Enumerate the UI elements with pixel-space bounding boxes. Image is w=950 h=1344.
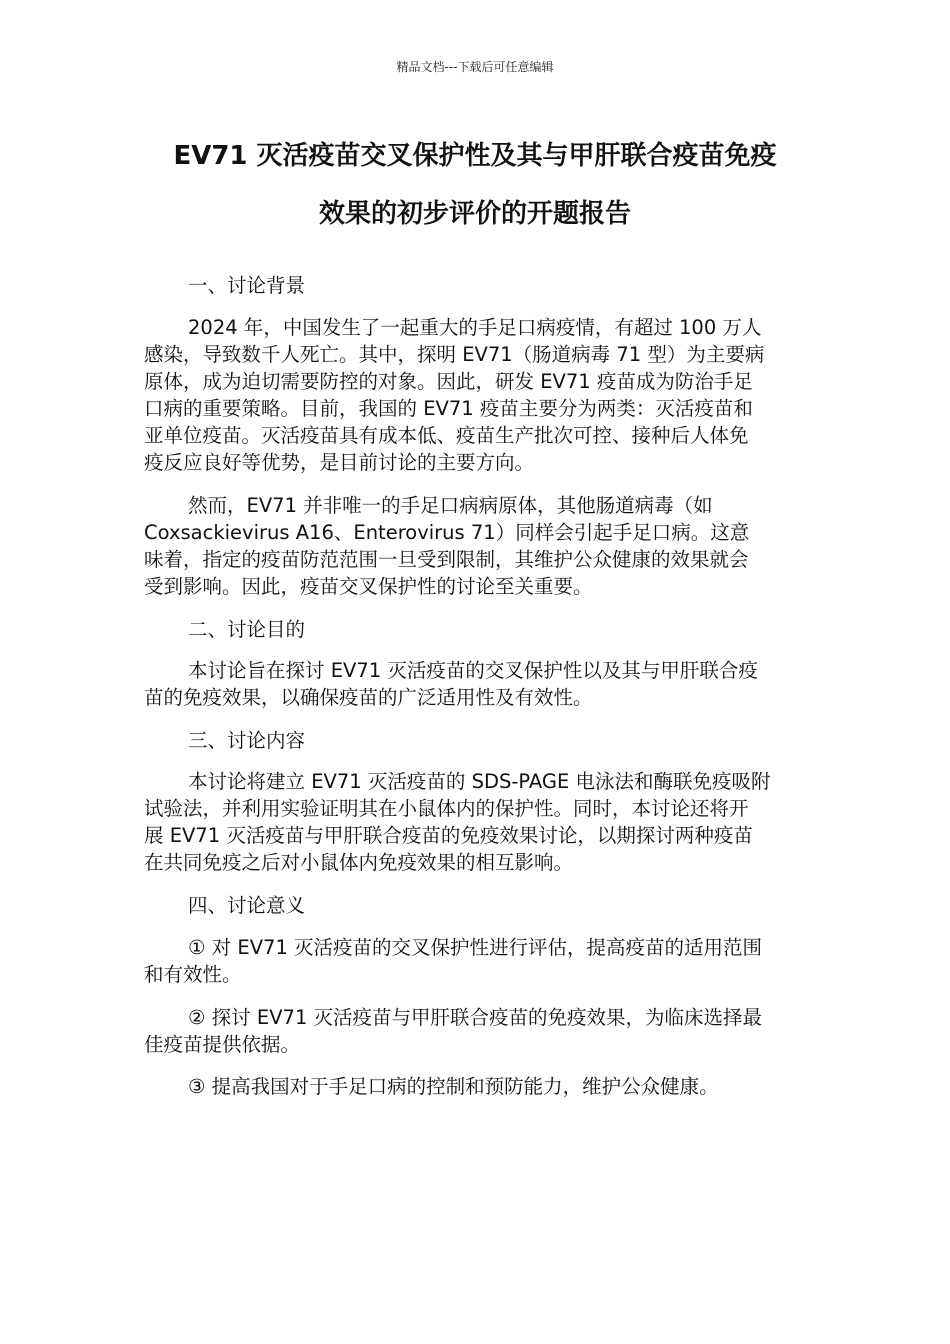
paragraph-line: 味着，指定的疫苗防范范围一旦受到限制，其维护公众健康的效果就会 bbox=[144, 548, 749, 571]
section-heading-significance: 四、讨论意义 bbox=[188, 894, 306, 917]
paragraph-line: 苗的免疫效果，以确保疫苗的广泛适用性及有效性。 bbox=[144, 686, 593, 709]
section-heading-background: 一、讨论背景 bbox=[188, 274, 306, 297]
document-title-line-1: EV71 灭活疫苗交叉保护性及其与甲肝联合疫苗免疫 bbox=[173, 141, 777, 171]
paragraph-line: 受到影响。因此，疫苗交叉保护性的讨论至关重要。 bbox=[144, 575, 593, 598]
list-item-line: 佳疫苗提供依据。 bbox=[144, 1033, 301, 1056]
list-item-line: ③ 提高我国对于手足口病的控制和预防能力，维护公众健康。 bbox=[188, 1075, 719, 1098]
paragraph-line: 本讨论旨在探讨 EV71 灭活疫苗的交叉保护性以及其与甲肝联合疫 bbox=[188, 659, 758, 682]
list-item-line: ① 对 EV71 灭活疫苗的交叉保护性进行评估，提高疫苗的适用范围 bbox=[188, 936, 763, 959]
list-item-line: 和有效性。 bbox=[144, 963, 242, 986]
paragraph-line: 2024 年，中国发生了一起重大的手足口病疫情，有超过 100 万人 bbox=[188, 316, 762, 339]
paragraph-line: 试验法，并利用实验证明其在小鼠体内的保护性。同时，本讨论还将开 bbox=[144, 797, 749, 820]
document-title-line-2: 效果的初步评价的开题报告 bbox=[318, 199, 631, 229]
header-note: 精品文档---下载后可任意编辑 bbox=[396, 60, 554, 74]
paragraph-line: 感染，导致数千人死亡。其中，探明 EV71（肠道病毒 71 型）为主要病 bbox=[144, 343, 765, 366]
section-heading-content: 三、讨论内容 bbox=[188, 729, 306, 752]
paragraph-line: 在共同免疫之后对小鼠体内免疫效果的相互影响。 bbox=[144, 851, 574, 874]
list-item-line: ② 探讨 EV71 灭活疫苗与甲肝联合疫苗的免疫效果，为临床选择最 bbox=[188, 1006, 763, 1029]
section-heading-purpose: 二、讨论目的 bbox=[188, 618, 306, 641]
paragraph-line: 疫反应良好等优势，是目前讨论的主要方向。 bbox=[144, 451, 535, 474]
paragraph-line: 展 EV71 灭活疫苗与甲肝联合疫苗的免疫效果讨论，以期探讨两种疫苗 bbox=[144, 824, 753, 847]
paragraph-line: 原体，成为迫切需要防控的对象。因此，研发 EV71 疫苗成为防治手足 bbox=[144, 370, 753, 393]
paragraph-line: Coxsackievirus A16、Enterovirus 71）同样会引起手足口病。这意 bbox=[144, 521, 750, 544]
paragraph-line: 口病的重要策略。目前，我国的 EV71 疫苗主要分为两类：灭活疫苗和 bbox=[144, 397, 753, 420]
paragraph-line: 然而，EV71 并非唯一的手足口病病原体，其他肠道病毒（如 bbox=[188, 494, 713, 517]
paragraph-line: 亚单位疫苗。灭活疫苗具有成本低、疫苗生产批次可控、接种后人体免 bbox=[144, 424, 749, 447]
paragraph-line: 本讨论将建立 EV71 灭活疫苗的 SDS-PAGE 电泳法和酶联免疫吸附 bbox=[188, 770, 771, 793]
